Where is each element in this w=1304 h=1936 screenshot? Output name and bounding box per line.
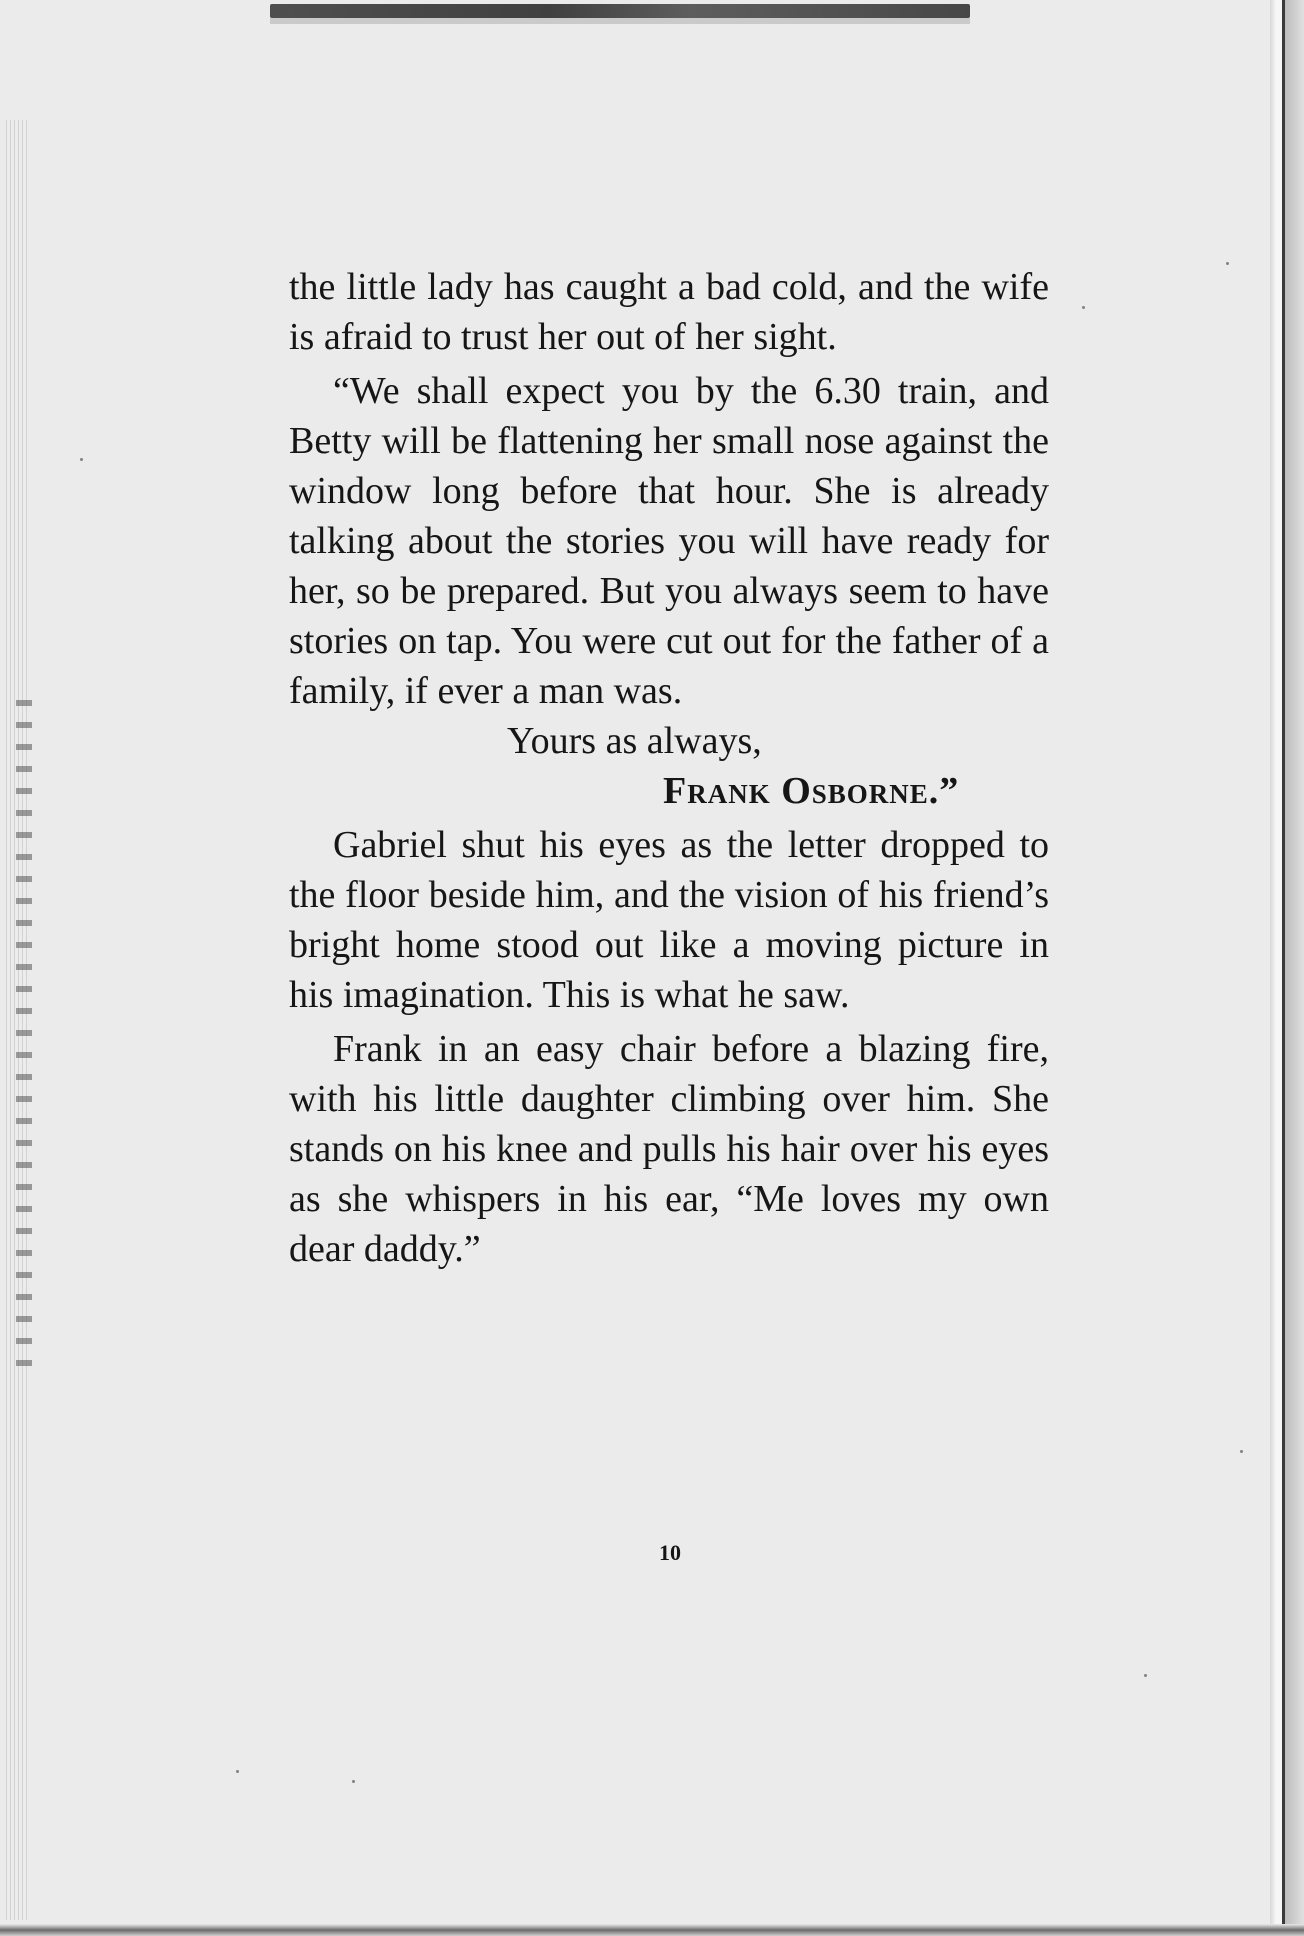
page-edge-marks — [16, 700, 32, 1380]
speck — [352, 1780, 355, 1783]
paragraph-frank: Frank in an easy chair before a blazing fire, with his little daughter climbing over him. She stands on his knee and pulls his hair over his eyes as she whispers in his ear, “Me loves my own dear daddy.” — [289, 1028, 1049, 1270]
bleed-through-shadow — [270, 18, 970, 24]
speck — [1082, 306, 1085, 309]
letter-closing: Yours as always, — [507, 720, 762, 762]
speck — [1226, 262, 1229, 265]
paragraph-gabriel: Gabriel shut his eyes as the letter dropped to the floor beside him, and the vision of his friend’s bright home stood out like a moving picture in his imagination. This is what he saw. — [289, 824, 1049, 1016]
speck — [1240, 1450, 1243, 1453]
page-edge-right — [1270, 0, 1304, 1936]
letter-signature: Frank Osborne.” — [663, 770, 960, 812]
speck — [1144, 1674, 1147, 1677]
speck — [80, 458, 83, 461]
page-edge-bottom — [0, 1924, 1304, 1936]
speck — [236, 1770, 239, 1773]
page-number: 10 — [659, 1540, 681, 1565]
body-text — [289, 262, 1049, 1274]
paragraph-continued: the little lady has caught a bad cold, and the wife is afraid to trust her out of her sight. — [289, 266, 1049, 358]
paragraph-letter: “We shall expect you by the 6.30 train, and Betty will be flattening her small nose against the window long before that hour. She is already talking about the stories you will have ready for her, so be prepared. But you always seem to have stories on tap. You were cut out for the father of a family, if ever a man was. — [289, 370, 1049, 712]
bleed-through-strip — [270, 4, 970, 18]
